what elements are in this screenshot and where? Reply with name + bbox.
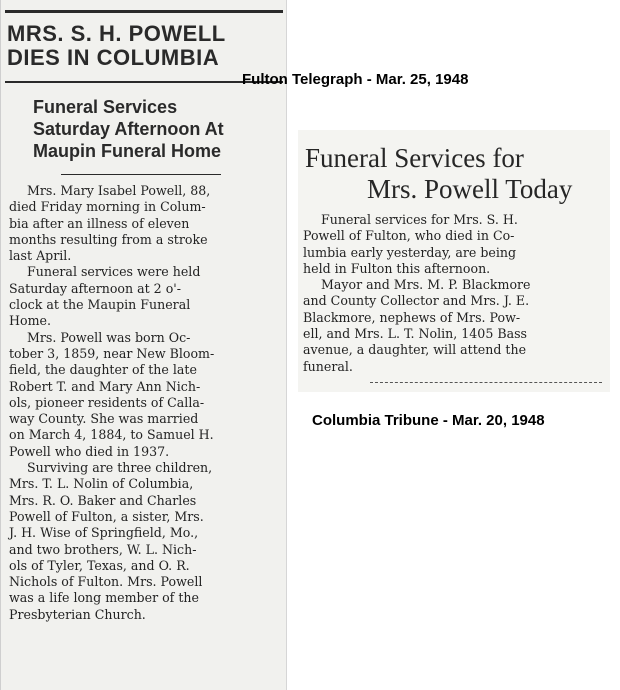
text-line: and two brothers, W. L. Nich-: [9, 541, 197, 557]
text-line: Funeral services for Mrs. S. H.: [321, 212, 518, 227]
text-line: funeral.: [303, 358, 353, 374]
text-line: Blackmore, nephews of Mrs. Pow-: [303, 309, 521, 325]
text-line: Surviving are three children,: [27, 460, 213, 476]
tribune-headline-line: Funeral Services for: [305, 143, 524, 173]
text-line: ols of Tyler, Texas, and O. R.: [9, 557, 190, 573]
text-line: Funeral services were held: [27, 264, 201, 280]
subheadline-line: Funeral Services: [33, 97, 178, 117]
text-line: Mrs. Mary Isabel Powell, 88,: [27, 183, 211, 198]
text-line: Nichols of Fulton. Mrs. Powell: [9, 574, 203, 590]
headline-line: MRS. S. H. POWELL: [7, 21, 226, 46]
end-rule: [370, 382, 602, 383]
text-line: Powell of Fulton, who died in Co-: [303, 228, 515, 244]
subheadline-line: Saturday Afternoon At: [33, 119, 224, 139]
text-line: ols, pioneer residents of Calla-: [9, 394, 205, 410]
obituary-subheadline: [33, 96, 283, 162]
text-line: Powell who died in 1937.: [9, 443, 170, 459]
text-line: months resulting from a stroke: [9, 231, 208, 247]
text-line: field, the daughter of the late: [9, 362, 197, 378]
text-line: Presbyterian Church.: [9, 606, 146, 622]
obituary-body: [9, 183, 285, 623]
text-line: last April.: [9, 248, 72, 264]
tribune-headline: [305, 143, 605, 205]
tribune-headline-line: Mrs. Powell Today: [367, 174, 573, 204]
text-line: J. H. Wise of Springfield, Mo.,: [9, 525, 199, 541]
text-line: Home.: [9, 313, 51, 329]
subheadline-rule: [61, 174, 221, 175]
columbia-tribune-caption: Columbia Tribune - Mar. 20, 1948: [312, 412, 545, 429]
fulton-telegraph-clipping: [0, 0, 287, 690]
subheadline-line: Maupin Funeral Home: [33, 141, 222, 161]
text-line: clock at the Maupin Funeral: [9, 297, 191, 313]
text-line: tober 3, 1859, near New Bloom-: [9, 345, 215, 361]
fulton-telegraph-caption: Fulton Telegraph - Mar. 25, 1948: [242, 71, 469, 88]
text-line: ell, and Mrs. L. T. Nolin, 1405 Bass: [303, 326, 528, 342]
text-line: on March 4, 1884, to Samuel H.: [9, 427, 214, 443]
text-line: way County. She was married: [9, 411, 199, 427]
text-line: died Friday morning in Colum-: [9, 199, 206, 215]
text-line: Mrs. T. L. Nolin of Columbia,: [9, 476, 194, 492]
text-line: was a life long member of the: [9, 590, 199, 606]
text-line: Robert T. and Mary Ann Nich-: [9, 378, 201, 394]
text-line: Mrs. Powell was born Oc-: [27, 329, 191, 345]
headline-line: DIES IN COLUMBIA: [7, 45, 220, 70]
text-line: held in Fulton this afternoon.: [303, 260, 491, 276]
text-line: Mrs. R. O. Baker and Charles: [9, 492, 197, 508]
text-line: avenue, a daughter, will attend the: [303, 342, 527, 358]
tribune-body: [303, 212, 603, 375]
obituary-headline: [7, 22, 283, 70]
top-rule: [5, 10, 283, 13]
text-line: bia after an illness of eleven: [9, 215, 190, 231]
text-line: Powell of Fulton, a sister, Mrs.: [9, 508, 204, 524]
text-line: Saturday afternoon at 2 o'-: [9, 280, 181, 296]
text-line: and County Collector and Mrs. J. E.: [303, 293, 530, 309]
text-line: lumbia early yesterday, are being: [303, 244, 517, 260]
text-line: Mayor and Mrs. M. P. Blackmore: [321, 277, 531, 293]
